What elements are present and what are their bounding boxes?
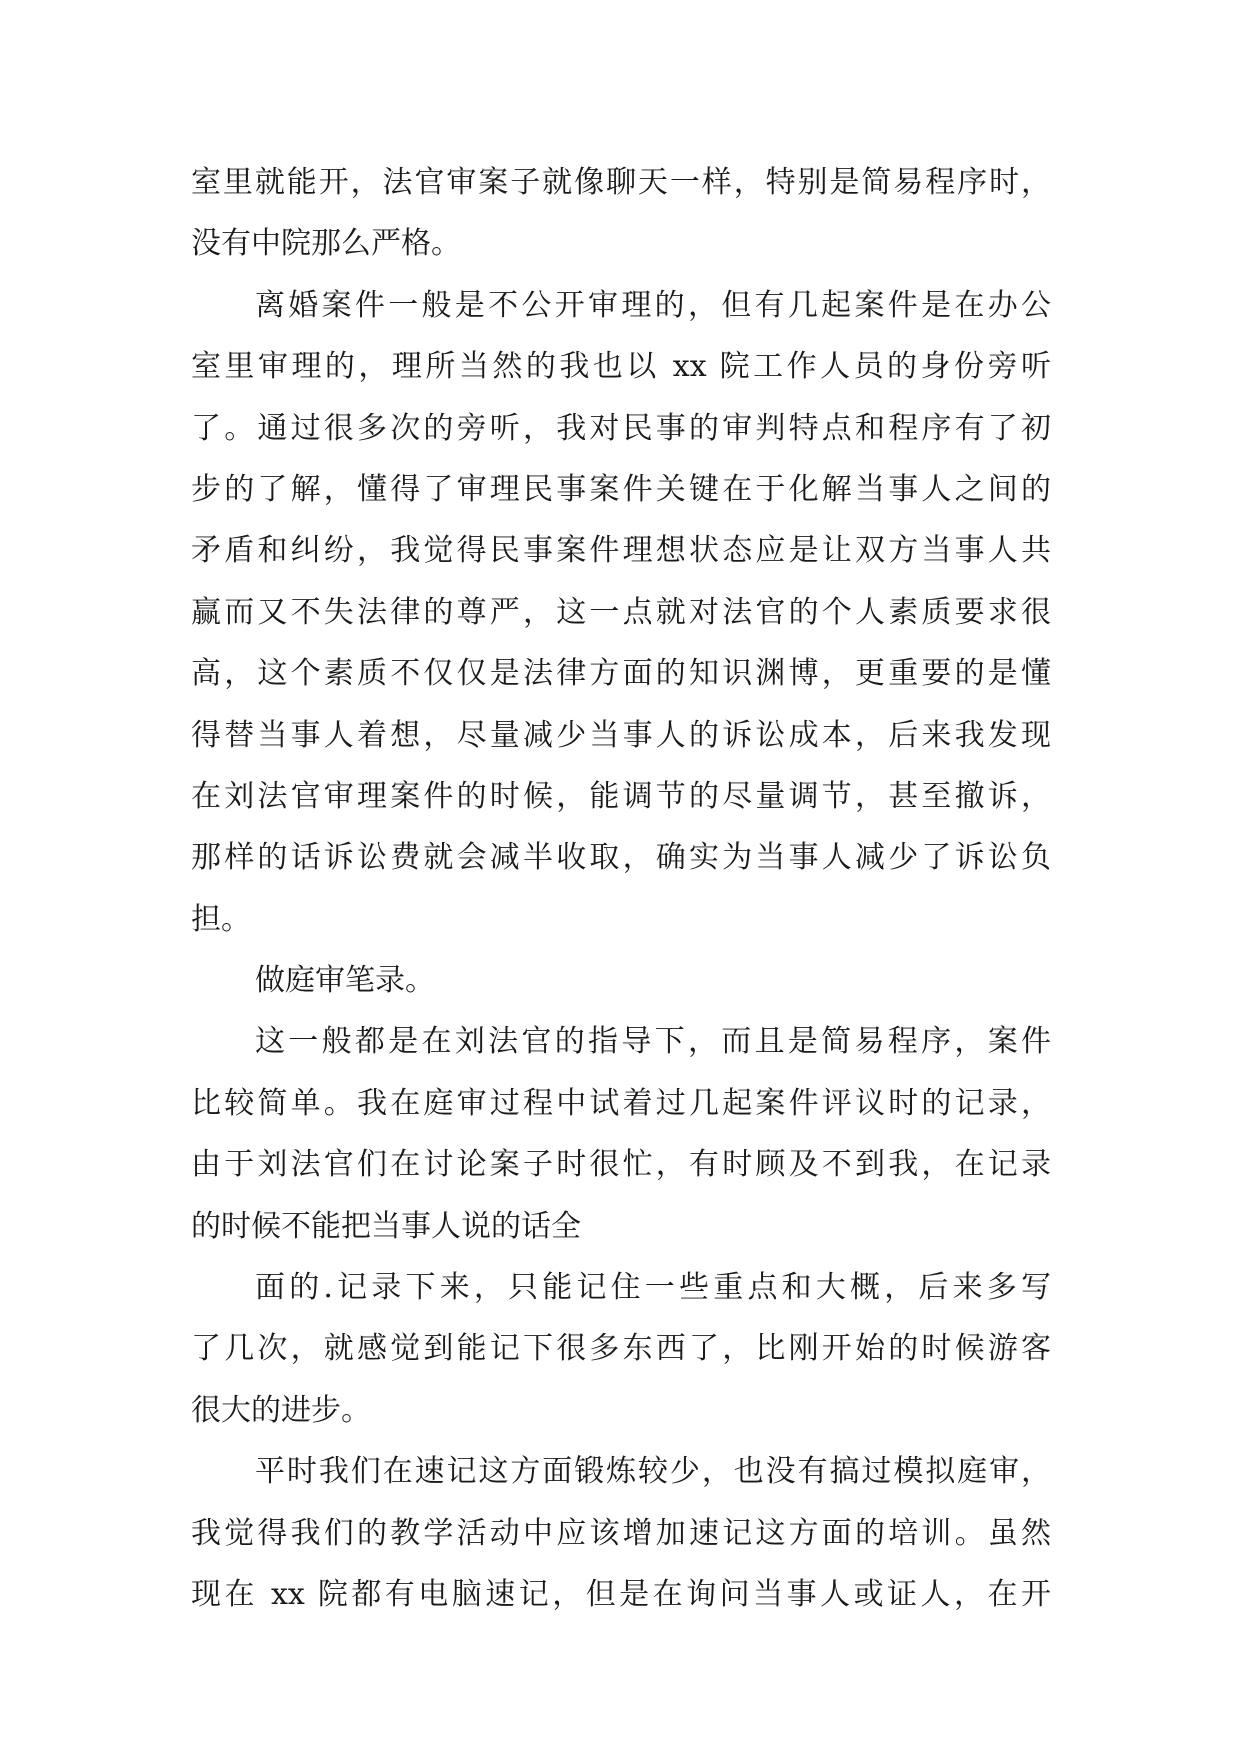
document-body <box>191 152 1051 1625</box>
text-line: 由于刘法官们在讨论案子时很忙，有时顾及不到我，在记录 <box>191 1147 1051 1183</box>
text-line: 我觉得我们的教学活动中应该增加速记这方面的培训。虽然 <box>191 1515 1051 1551</box>
text-line: 室里审理的，理所当然的我也以 xx 院工作人员的身份旁听 <box>191 349 1051 385</box>
text-line: 得替当事人着想，尽量减少当事人的诉讼成本，后来我发现 <box>191 717 1051 753</box>
text-line: 在刘法官审理案件的时候，能调节的尽量调节，甚至撤诉， <box>191 778 1051 814</box>
text-line: 室里就能开，法官审案子就像聊天一样，特别是简易程序时， <box>191 165 1051 200</box>
text-line: 步的了解，懂得了审理民事案件关键在于化解当事人之间的 <box>191 471 1051 507</box>
text-line: 做庭审笔录。 <box>255 963 435 999</box>
text-line: 赢而又不失法律的尊严，这一点就对法官的个人素质要求很 <box>191 594 1051 630</box>
text-line: 那样的话诉讼费就会减半收取，确实为当事人减少了诉讼负 <box>191 840 1051 876</box>
text-line: 了。通过很多次的旁听，我对民事的审判特点和程序有了初 <box>191 410 1051 446</box>
text-line: 很大的进步。 <box>191 1392 371 1428</box>
text-line: 离婚案件一般是不公开审理的，但有几起案件是在办公 <box>255 287 1051 323</box>
text-line: 的时候不能把当事人说的话全 <box>191 1208 581 1244</box>
text-line: 面的.记录下来，只能记住一些重点和大概，后来多写 <box>255 1270 1051 1306</box>
text-line: 比较简单。我在庭审过程中试着过几起案件评议时的记录， <box>191 1085 1051 1121</box>
text-line: 没有中院那么严格。 <box>191 226 461 262</box>
text-line: 这一般都是在刘法官的指导下，而且是简易程序，案件 <box>255 1024 1051 1060</box>
text-line: 了几次，就感觉到能记下很多东西了，比刚开始的时候游客 <box>191 1331 1051 1367</box>
text-line: 矛盾和纠纷，我觉得民事案件理想状态应是让双方当事人共 <box>191 533 1051 569</box>
text-line: 担。 <box>191 901 251 937</box>
text-line: 高，这个素质不仅仅是法律方面的知识渊博，更重要的是懂 <box>191 656 1051 692</box>
text-line: 现在 xx 院都有电脑速记，但是在询问当事人或证人，在开 <box>191 1576 1051 1612</box>
text-line: 平时我们在速记这方面锻炼较少，也没有搞过模拟庭审， <box>255 1454 1051 1490</box>
